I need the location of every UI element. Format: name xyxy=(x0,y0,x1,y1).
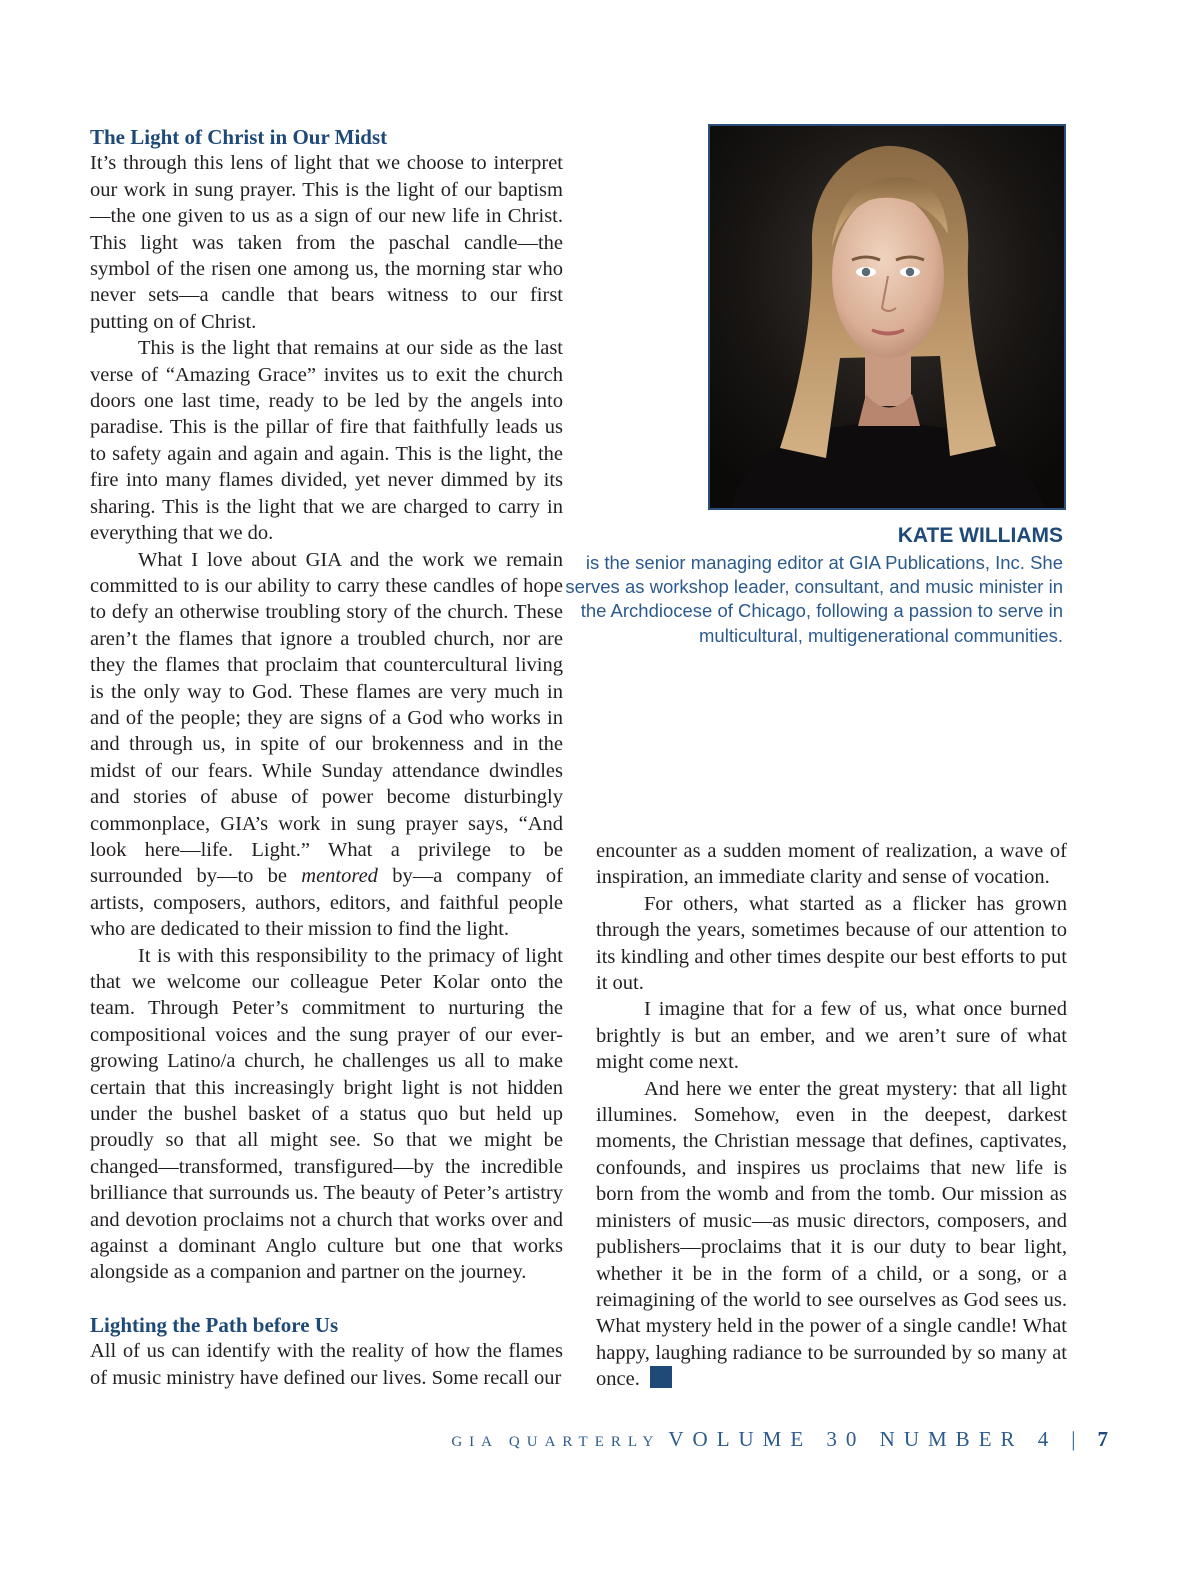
footer-separator: | xyxy=(1071,1427,1076,1451)
paragraph-text: by—a company of artists, composers, authors, editors, and faithful people who are dedicated to their mission to find the light. xyxy=(90,865,563,941)
section-heading-light-of-christ: The Light of Christ in Our Midst xyxy=(90,125,388,149)
paragraph: I imagine that for a few of us, what once burned brightly is but an ember, and we aren’t sure of what might come next. xyxy=(596,998,1067,1074)
author-name: KATE WILLIAMS xyxy=(897,524,1063,547)
paragraph-text: What I love about GIA and the work we remain committed to is our ability to carry these candles of hope to defy an otherwise troubling story of the church. These aren’t the flames that ignore a troubled church, nor are they the flames that proclaim that countercultural living is the only way to God. These flames are very much in and of the people; they are signs of a God who works in and through us, in spite of our brokenness and in the midst of our fears. While Sunday attendance dwindles and stories of abuse of power become disturbingly commonplace, GIA’s work in sung prayer says, “And look here—life. Light.” What a privilege to be surrounded by—to be xyxy=(90,548,563,888)
paragraph: For others, what started as a flicker has grown through the years, sometimes because of our attention to its kindling and other times despite our best efforts to put it out. xyxy=(596,892,1067,995)
publication-name: GIA QUARTERLY xyxy=(451,1434,661,1450)
paragraph: All of us can identify with the reality of how the flames of music ministry have defined our lives. Some recall our xyxy=(90,1340,563,1389)
paragraph xyxy=(90,547,563,943)
portrait-illustration xyxy=(710,126,1064,508)
author-bio xyxy=(560,522,1063,648)
paragraph: It’s through this lens of light that we choose to interpret our work in sung prayer. This is the light of our baptism—the one given to us as a sign of our new life in Christ. This light was taken from the paschal candle—the symbol of the risen one among us, the morning star who never sets—a candle that bears witness to our first putting on of Christ. xyxy=(90,152,563,333)
page-number: 7 xyxy=(1097,1427,1108,1451)
end-mark-icon xyxy=(650,1366,672,1388)
paragraph: This is the light that remains at our side as the last verse of “Amazing Grace” invites us to exit the church doors one last time, ready to be led by the angels into paradise. This is the pillar of fire that faithfully leads us to safety again and again and again. This is the light, the fire into many flames divided, yet never dimmed by its sharing. This is the light that we are charged to carry in everything that we do. xyxy=(90,337,563,545)
section-heading-lighting-the-path: Lighting the Path before Us xyxy=(90,1312,339,1337)
author-photo xyxy=(708,124,1066,510)
author-bio-text: is the senior managing editor at GIA Publications, Inc. She serves as workshop leader, consultant, and music minister in the Archdiocese of Chicago, following a passion to serve in multicultural, multigenerational communities. xyxy=(565,552,1063,646)
emphasis-text: mentored xyxy=(301,865,378,888)
volume-number: VOLUME 30 NUMBER 4 xyxy=(668,1427,1058,1451)
article-right-column xyxy=(596,838,1067,1393)
paragraph: It is with this responsibility to the primacy of light that we welcome our colleague Peter Kolar onto the team. Through Peter’s commitment to nurturing the compositional voices and the sung prayer of our ever-growing Latino/a church, he challenges us all to make certain that this increasingly bright light is not hidden under the bushel basket of a status quo but held up proudly so that all might see. So that we might be changed—transformed, transfigured—by the incredible brilliance that surrounds us. The beauty of Peter’s artistry and devotion proclaims not a church that works over and against a dominant Anglo culture but one that works alongside as a companion and partner on the journey. xyxy=(90,944,563,1284)
page-footer xyxy=(451,1427,1108,1452)
paragraph-continued: encounter as a sudden moment of realization, a wave of inspiration, an immediate clarity and sense of vocation. xyxy=(596,840,1067,889)
article-left-column xyxy=(90,124,563,1391)
paragraph xyxy=(596,1076,1067,1393)
paragraph-text: And here we enter the great mystery: that all light illumines. Somehow, even in the deepest, darkest moments, the Christian message that defines, captivates, confounds, and inspires us proclaims that new life is born from the womb and from the tomb. Our mission as ministers of music—as music directors, composers, and publishers—proclaims that it is our duty to bear light, whether it be in the form of a child, or a song, or a reimagining of the world to see ourselves as God sees us. What mystery held in the power of a single candle! What happy, laughing radiance to be surrounded by so many at once. xyxy=(596,1077,1067,1391)
